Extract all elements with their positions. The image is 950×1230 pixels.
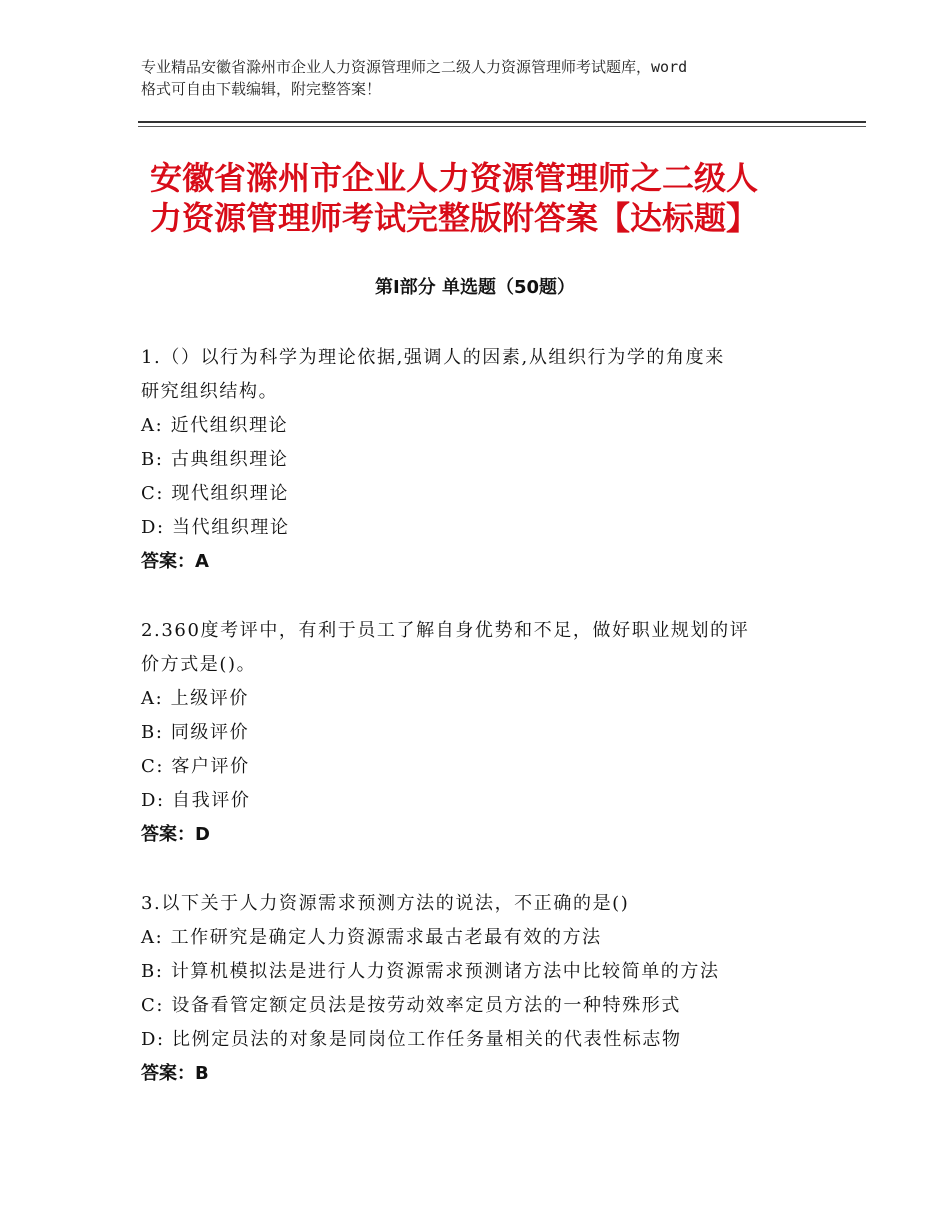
header-note — [141, 56, 831, 100]
question-stem: 3.以下关于人力资源需求预测方法的说法，不正确的是() — [141, 893, 630, 914]
question-3 — [141, 887, 831, 1091]
question-stem: 1.（）以行为科学为理论依据,强调人的因素,从组织行为学的角度来 — [141, 347, 725, 368]
question-stem-continued: 价方式是()。 — [141, 654, 257, 675]
answer: 答案：B — [141, 1063, 209, 1084]
option-d: D: 比例定员法的对象是同岗位工作任务量相关的代表性标志物 — [141, 1029, 682, 1050]
question-stem: 2.360度考评中，有利于员工了解自身优势和不足，做好职业规划的评 — [141, 620, 750, 641]
option-d: D: 当代组织理论 — [141, 517, 290, 538]
option-d: D: 自我评价 — [141, 790, 251, 811]
question-1 — [141, 341, 831, 579]
option-a: A: 近代组织理论 — [141, 415, 289, 436]
header-note-line-2: 格式可自由下载编辑，附完整答案！ — [141, 80, 382, 98]
document-title — [150, 158, 830, 238]
question-2 — [141, 614, 831, 852]
option-a: A: 上级评价 — [141, 688, 249, 709]
document-title-line-1: 安徽省滁州市企业人力资源管理师之二级人 — [150, 159, 759, 197]
option-b: B: 古典组织理论 — [141, 449, 289, 470]
document-title-line-2: 力资源管理师考试完整版附答案【达标题】 — [150, 199, 759, 237]
question-stem-continued: 研究组织结构。 — [141, 381, 279, 402]
option-c: C: 设备看管定额定员法是按劳动效率定员方法的一种特殊形式 — [141, 995, 681, 1016]
option-b: B: 同级评价 — [141, 722, 250, 743]
answer: 答案：D — [141, 824, 210, 845]
answer: 答案：A — [141, 551, 209, 572]
option-a: A: 工作研究是确定人力资源需求最古老最有效的方法 — [141, 927, 602, 948]
option-b: B: 计算机模拟法是进行人力资源需求预测诸方法中比较简单的方法 — [141, 961, 720, 982]
option-c: C: 现代组织理论 — [141, 483, 289, 504]
header-note-line-1: 专业精品安徽省滁州市企业人力资源管理师之二级人力资源管理师考试题库，word — [141, 58, 688, 76]
header-divider-thick — [138, 121, 866, 123]
option-c: C: 客户评价 — [141, 756, 250, 777]
section-title: 第Ⅰ部分 单选题（50题） — [374, 277, 575, 298]
header-divider-thin — [138, 126, 866, 127]
